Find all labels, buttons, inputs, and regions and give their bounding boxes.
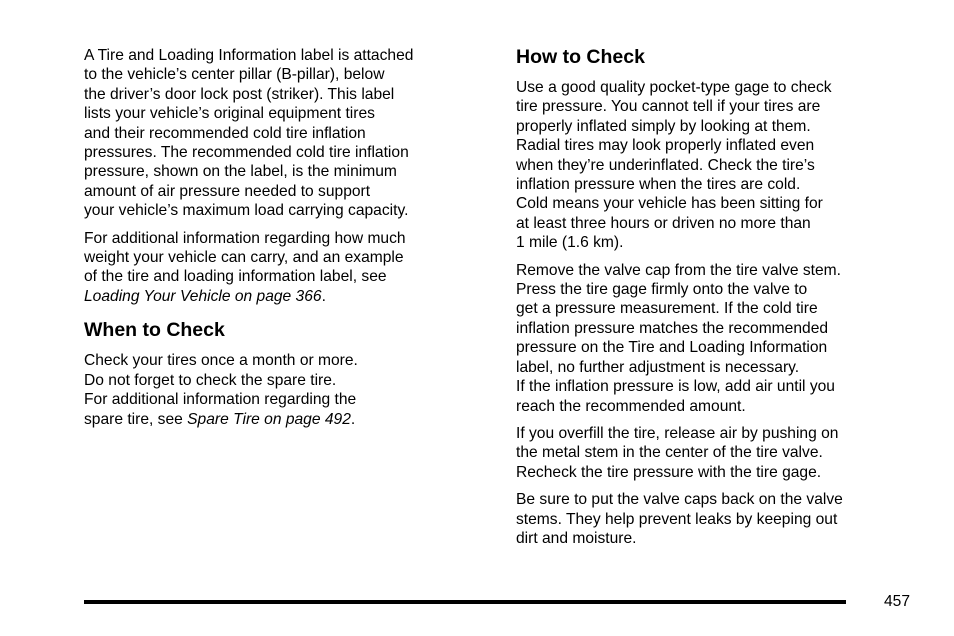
- text-line: properly inflated simply by looking at them.: [516, 117, 811, 135]
- text-line: Cold means your vehicle has been sitting for: [516, 195, 823, 213]
- text-line: pressure, shown on the label, is the minimum: [84, 163, 397, 181]
- valve-cap-paragraph: [516, 261, 916, 416]
- valve-caps-paragraph: [516, 490, 916, 548]
- additional-info-paragraph: [84, 229, 484, 307]
- text-line: [84, 410, 484, 429]
- period: .: [321, 287, 326, 305]
- text-line: A Tire and Loading Information label is attached: [84, 47, 414, 64]
- text-line: Remove the valve cap from the tire valve stem.: [516, 261, 842, 279]
- text-line: Use a good quality pocket-type gage to check: [516, 79, 832, 96]
- when-to-check-paragraph: [84, 351, 484, 429]
- text-line: Press the tire gage firmly onto the valve to: [516, 281, 808, 299]
- text-fragment: spare tire, see: [84, 410, 188, 428]
- footer-rule: [84, 600, 846, 604]
- when-to-check-heading: When to Check: [84, 319, 225, 342]
- text-line: pressure on the Tire and Loading Information: [516, 339, 828, 357]
- right-column: [516, 46, 916, 556]
- text-line: to the vehicle’s center pillar (B-pillar), below: [84, 66, 385, 84]
- text-line: and their recommended cold tire inflation: [84, 124, 366, 142]
- text-line: Do not forget to check the spare tire.: [84, 371, 337, 389]
- text-line: Check your tires once a month or more.: [84, 352, 358, 370]
- page-number: 457: [884, 593, 911, 610]
- text-line: inflation pressure matches the recommended: [516, 319, 829, 337]
- text-line: pressures. The recommended cold tire inflation: [84, 144, 409, 162]
- loading-vehicle-reference: Loading Your Vehicle on page 366: [84, 287, 322, 305]
- text-line: [84, 287, 484, 306]
- text-line: If the inflation pressure is low, add air until you: [516, 378, 835, 396]
- text-line: Radial tires may look properly inflated even: [516, 137, 815, 155]
- text-line: the metal stem in the center of the tire valve.: [516, 444, 823, 462]
- text-line: If you overfill the tire, release air by pushing on: [516, 424, 839, 442]
- text-line: tire pressure. You cannot tell if your tires are: [516, 98, 821, 116]
- text-line: of the tire and loading information label, see: [84, 268, 387, 286]
- text-line: reach the recommended amount.: [516, 397, 746, 415]
- gage-paragraph: [516, 78, 916, 253]
- text-line: at least three hours or driven no more than: [516, 214, 811, 232]
- text-line: Be sure to put the valve caps back on the valve: [516, 491, 843, 509]
- text-line: For additional information regarding how much: [84, 229, 406, 247]
- left-column: [84, 46, 484, 437]
- how-to-check-heading: How to Check: [516, 46, 645, 68]
- text-line: amount of air pressure needed to support: [84, 182, 371, 200]
- tire-label-paragraph: [84, 46, 484, 221]
- text-line: lists your vehicle’s original equipment tires: [84, 105, 375, 123]
- text-line: get a pressure measurement. If the cold tire: [516, 300, 818, 318]
- overfill-paragraph: [516, 424, 916, 482]
- text-line: stems. They help prevent leaks by keeping out: [516, 510, 838, 528]
- text-line: weight your vehicle can carry, and an example: [84, 249, 404, 267]
- period: .: [350, 410, 356, 428]
- text-line: inflation pressure when the tires are cold.: [516, 176, 801, 194]
- text-line: the driver’s door lock post (striker). This label: [84, 85, 395, 103]
- text-line: label, no further adjustment is necessary.: [516, 358, 800, 376]
- spare-tire-reference: Spare Tire on page 492: [187, 410, 351, 428]
- text-line: your vehicle’s maximum load carrying capacity.: [84, 202, 409, 220]
- text-line: For additional information regarding the: [84, 391, 357, 409]
- text-line: when they’re underinflated. Check the tire’s: [516, 156, 815, 174]
- text-line: dirt and moisture.: [516, 529, 637, 547]
- text-line: 1 mile (1.6 km).: [516, 234, 624, 252]
- text-line: Recheck the tire pressure with the tire gage.: [516, 463, 822, 481]
